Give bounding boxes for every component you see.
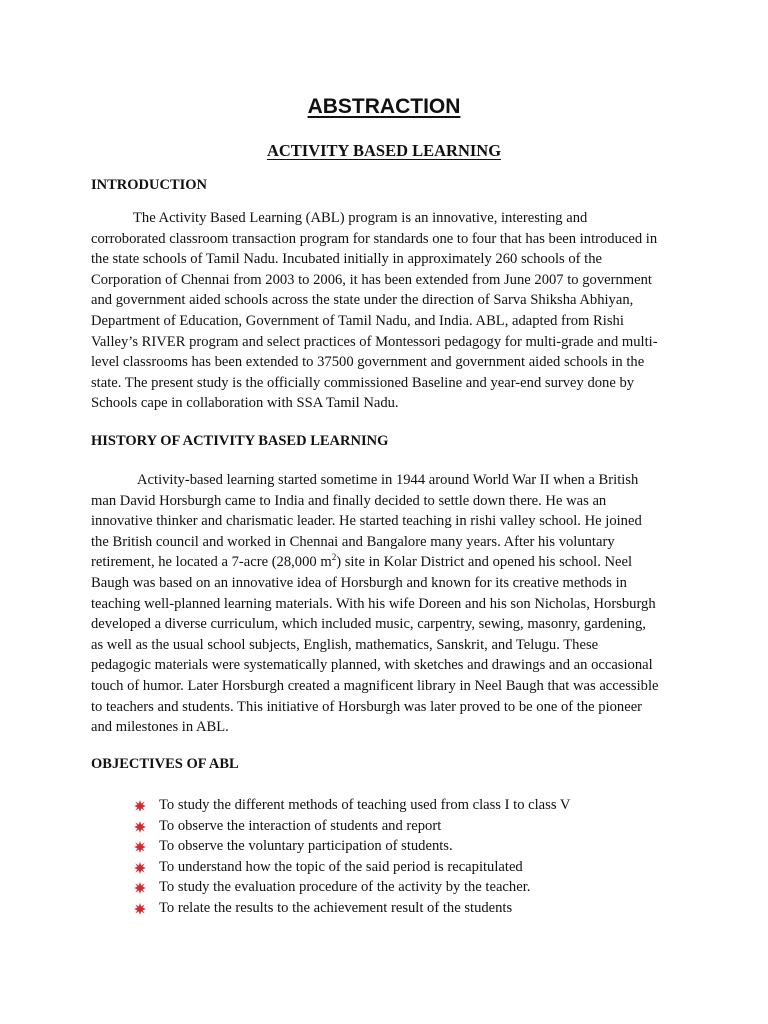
paragraph-line: state. The present study is the officially commissioned Baseline and year-end survey done by (91, 374, 635, 391)
paragraph-line: level classrooms has been extended to 37500 government and government aided schools in the (91, 354, 645, 371)
section-heading-history: HISTORY OF ACTIVITY BASED LEARNING (91, 433, 389, 449)
list-item-text: To understand how the topic of the said period is recapitulated (159, 858, 523, 875)
document-subtitle: ACTIVITY BASED LEARNING (266, 141, 502, 160)
objectives-list (131, 795, 570, 919)
list-item (131, 857, 570, 878)
superscript: 2 (331, 552, 337, 563)
list-item (131, 877, 570, 898)
paragraph-line: Schools cape in collaboration with SSA Tamil Nadu. (91, 395, 399, 412)
introduction-paragraph (91, 208, 691, 414)
paragraph-line: developed a diverse curriculum, which included music, carpentry, sewing, masonry, gardening, (91, 616, 646, 633)
paragraph-line: the British council and worked in Chennai and Bangalore many years. After his voluntary (91, 533, 615, 550)
section-heading-introduction: INTRODUCTION (91, 177, 208, 193)
list-item (131, 816, 570, 837)
paragraph-line: as well as the usual school subjects, English, mathematics, Sanskrit, and Telugu. These (91, 636, 599, 653)
document-title: ABSTRACTION (307, 95, 461, 118)
paragraph-line: touch of humor. Later Horsburgh created a magnificent library in Neel Baugh that was accessible (91, 677, 659, 694)
history-paragraph (91, 470, 691, 738)
paragraph-line: and government aided schools across the state under the direction of Sarva Shiksha Abhiyan, (91, 292, 634, 309)
red-star-burst-icon (134, 862, 146, 874)
list-item (131, 795, 570, 816)
paragraph-line: The Activity Based Learning (ABL) program is an innovative, interesting and (133, 210, 588, 226)
paragraph-line: Department of Education, Government of Tamil Nadu, and India. ABL, adapted from Rishi (91, 312, 624, 329)
red-star-burst-icon (134, 903, 146, 915)
paragraph-line: Corporation of Chennai from 2003 to 2006, it has been extended from June 2007 to government (91, 271, 652, 288)
paragraph-line: Activity-based learning started sometime in 1944 around World War II when a British (137, 472, 639, 488)
list-item-text: To study the different methods of teaching used from class I to class V (159, 797, 571, 813)
paragraph-line: teaching well-planned learning materials. With his wife Doreen and his son Nicholas, Horsburgh (91, 595, 656, 612)
list-item-text: To observe the voluntary participation of students. (159, 838, 453, 855)
paragraph-line: and milestones in ABL. (91, 719, 229, 736)
list-item-text: To study the evaluation procedure of the activity by the teacher. (159, 879, 531, 896)
paragraph-line: innovative thinker and charismatic leader. He started teaching in rishi valley school. He joined (91, 513, 642, 530)
red-star-burst-icon (134, 882, 146, 894)
list-item (131, 836, 570, 857)
paragraph-line: Baugh was based on an innovative idea of Horsburgh and known for its creative methods in (91, 574, 627, 591)
list-item-text: To relate the results to the achievement result of the students (159, 899, 513, 916)
red-star-burst-icon (134, 841, 146, 853)
section-heading-objectives: OBJECTIVES OF ABL (91, 756, 239, 772)
line-text-tail: ) site in Kolar District and opened his school. Neel (336, 554, 633, 571)
paragraph-line: man David Horsburgh came to India and finally decided to settle down there. He was an (91, 492, 607, 509)
paragraph-line: the state schools of Tamil Nadu. Incubated initially in approximately 260 schools of the (91, 251, 603, 268)
paragraph-line-with-superscript (91, 552, 691, 573)
paragraph-line: to teachers and students. This initiative of Horsburgh was later proved to be one of the pioneer (91, 698, 643, 715)
list-item-text: To observe the interaction of students and report (159, 817, 442, 834)
paragraph-line: Valley’s RIVER program and select practices of Montessori pedagogy for multi-grade and multi- (91, 333, 658, 350)
paragraph-line: corroborated classroom transaction program for standards one to four that has been introduced in (91, 230, 658, 247)
paragraph-line: pedagogic materials were systematically planned, with sketches and drawings and an occasional (91, 657, 653, 674)
line-text: retirement, he located a 7-acre (28,000 m (91, 554, 332, 571)
red-star-burst-icon (134, 800, 146, 812)
red-star-burst-icon (134, 821, 146, 833)
list-item (131, 898, 570, 919)
